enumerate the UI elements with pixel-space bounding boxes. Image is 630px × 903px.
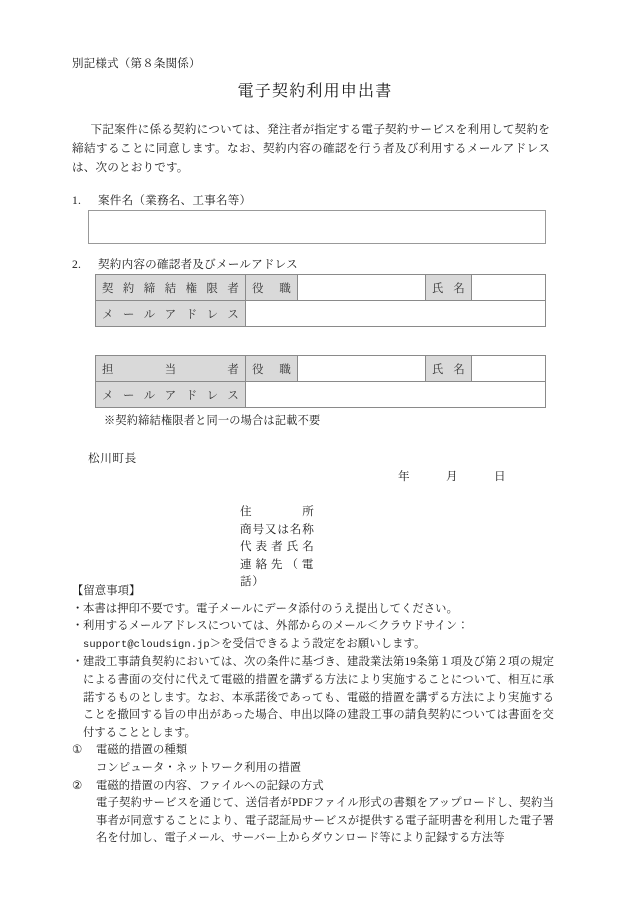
section-2-label: 契約内容の確認者及びメールアドレス [98,258,298,271]
bullet-mark: ・ [72,620,84,633]
contractor-role-input[interactable] [298,275,426,301]
table-row [96,382,546,408]
contractor-name-label: 氏名 [426,275,472,301]
staff-table-note: ※契約締結権限者と同一の場合は記載不要 [104,415,321,427]
contractor-row-label: 契約締結権限者 [96,275,246,301]
contractor-email-label: メールアドレス [96,301,246,327]
intro-paragraph: 下記案件に係る契約については、発注者が指定する電子契約サービスを利用して契約を締結することに同意します。なお、契約内容の確認を行う者及び利用するメールアドレスは、次のとおりです。 [72,123,550,174]
staff-row-label: 担当者 [96,356,246,382]
staff-name-input[interactable] [472,356,546,382]
date-line [398,468,514,484]
enum-marker-2: ② [72,779,83,792]
addressee: 松川町長 [88,452,137,465]
section-2-heading [72,256,298,272]
support-email-address: support@cloudsign.jp [83,638,210,651]
notes-section [72,583,554,848]
table-row [96,356,546,382]
staff-email-input[interactable] [246,382,546,408]
date-month-label: 月 [446,470,458,483]
enum-body-1: コンピュータ・ネットワーク利用の措置 [96,761,302,774]
note-item [72,654,554,742]
applicant-contact-label: 連絡先（電話） [240,557,314,588]
applicant-company-label: 商号又は名称 [240,522,314,536]
date-year-label: 年 [398,470,410,483]
bullet-mark: ・ [72,602,84,615]
applicant-block [240,503,314,591]
section-1-label: 案件名（業務名、工事名等） [98,194,252,207]
enumerated-item [72,778,554,796]
staff-email-label: メールアドレス [96,382,246,408]
section-1-heading [72,192,251,208]
enum-title-1: 電磁的措置の種類 [96,744,188,757]
table-row [96,275,546,301]
contractor-name-input[interactable] [472,275,546,301]
enum-title-2: 電磁的措置の内容、ファイルへの記録の方式 [96,779,324,792]
note-email-suffix: ＞を受信できるよう設定をお願いします。 [209,637,426,650]
note-item [72,618,554,636]
note-item [72,601,554,619]
note-item-text: 利用するメールアドレスについては、外部からのメール＜クラウドサイン： [83,620,469,633]
enum-marker-1: ① [72,744,83,757]
staff-role-input[interactable] [298,356,426,382]
date-day-label: 日 [494,470,506,483]
section-2-number: 2. [72,258,82,271]
staff-role-label: 役職 [246,356,298,382]
contractor-role-label: 役職 [246,275,298,301]
subject-name-input[interactable] [88,210,546,244]
table-row [96,301,546,327]
enum-body-2: 電子契約サービスを通じて、送信者がPDFファイル形式の書類をアップロードし、契約当事者が同意することにより、電子認証局サービスが提供する電子証明書を利用した電子署名を付加し、電子メール、サーバー上からダウンロード等により記録する方法等 [96,797,554,845]
staff-table [95,355,546,408]
construction-contract-paragraph: 建設工事請負契約においては、次の条件に基づき、建設業法第19条第１項及び第２項の規定による書面の交付に代えて電磁的措置を講ずる方法により実施することについて、相互に承諾するものとします。なお、本承諾後であっても、電磁的措置を講ずる方法により実施することを撤回する旨の申出があった場合、申出以降の建設工事の請負契約については書面を交付することとします。 [83,656,554,739]
note-email-line [72,636,554,655]
note-item-text: 本書は押印不要です。電子メールにデータ添付のうえ提出してください。 [83,602,458,615]
page-title: 電子契約利用申出書 [237,83,393,100]
contractor-email-input[interactable] [246,301,546,327]
section-1-number: 1. [72,194,82,207]
notes-heading: 【留意事項】 [72,585,141,597]
form-number: 別記様式（第８条関係） [72,58,201,70]
bullet-mark: ・ [72,656,84,669]
staff-name-label: 氏名 [426,356,472,382]
contractor-table [95,274,546,327]
applicant-address-label: 住所 [240,505,314,518]
enumerated-item [72,742,554,760]
applicant-representative-label: 代表者氏名 [240,540,314,553]
